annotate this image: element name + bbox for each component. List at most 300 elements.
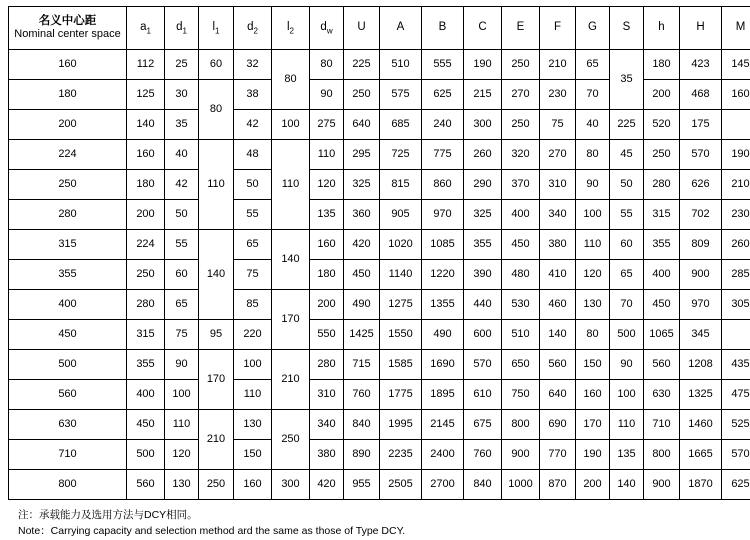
header-nominal-center-space <box>9 7 127 50</box>
cell-h-small: 250 <box>644 140 680 170</box>
dimension-table <box>8 6 750 500</box>
cell-c: 190 <box>464 50 502 80</box>
cell-m: 525 <box>722 410 750 440</box>
header-col-h-big: H <box>680 7 722 50</box>
cell-m: 305 <box>722 290 750 320</box>
cell-c: 490 <box>422 320 464 350</box>
header-col-l2-sub: 2 <box>290 26 294 35</box>
cell-d2: 100 <box>234 350 272 380</box>
cell-h-small: 630 <box>644 380 680 410</box>
cell-a1: 180 <box>127 170 165 200</box>
cell-g: 160 <box>576 380 610 410</box>
cell-u: 295 <box>344 140 380 170</box>
cell-u: 250 <box>344 80 380 110</box>
cell-e: 450 <box>502 230 540 260</box>
cell-m: 570 <box>722 440 750 470</box>
table-row <box>9 440 750 470</box>
cell-center-space: 160 <box>9 50 127 80</box>
cell-l1: 80 <box>199 80 234 140</box>
cell-h-big: 468 <box>680 80 722 110</box>
cell-f: 460 <box>540 290 576 320</box>
cell-d2: 65 <box>234 230 272 260</box>
cell-m: 285 <box>722 260 750 290</box>
header-nominal-center-space-cn: 名义中心距 <box>9 15 126 28</box>
cell-e: 370 <box>502 170 540 200</box>
cell-u: 490 <box>344 290 380 320</box>
cell-c: 215 <box>464 80 502 110</box>
cell-m: 175 <box>680 110 722 140</box>
cell-d1: 42 <box>165 170 199 200</box>
cell-f: 560 <box>540 350 576 380</box>
cell-c: 840 <box>464 470 502 500</box>
table-header-row <box>9 7 750 50</box>
cell-s: 90 <box>610 350 644 380</box>
cell-a1: 280 <box>127 290 165 320</box>
cell-h-big: 570 <box>680 140 722 170</box>
header-col-d1 <box>165 7 199 50</box>
cell-g: 120 <box>576 260 610 290</box>
cell-e: 750 <box>502 380 540 410</box>
cell-a: 725 <box>380 140 422 170</box>
header-col-m: M <box>722 7 750 50</box>
cell-d1: 35 <box>165 110 199 140</box>
cell-l2: 210 <box>272 350 310 410</box>
table-row <box>9 170 750 200</box>
cell-e: 320 <box>502 140 540 170</box>
cell-l1: 60 <box>199 50 234 80</box>
header-col-a1-sub: 1 <box>146 26 150 35</box>
cell-a: 1995 <box>380 410 422 440</box>
cell-s: 55 <box>610 200 644 230</box>
cell-b: 685 <box>380 110 422 140</box>
cell-b: 1085 <box>422 230 464 260</box>
cell-dw: 220 <box>234 320 272 350</box>
cell-s: 135 <box>610 440 644 470</box>
cell-c: 570 <box>464 350 502 380</box>
header-col-h-small: h <box>644 7 680 50</box>
cell-a: 1585 <box>380 350 422 380</box>
cell-a: 1275 <box>380 290 422 320</box>
cell-l2: 170 <box>272 290 310 350</box>
cell-d1: 110 <box>165 410 199 440</box>
header-col-l2 <box>272 7 310 50</box>
cell-g: 170 <box>576 410 610 440</box>
cell-c: 240 <box>422 110 464 140</box>
cell-d2: 150 <box>234 440 272 470</box>
cell-d2: 110 <box>234 380 272 410</box>
cell-h-small: 500 <box>610 320 644 350</box>
cell-g: 80 <box>576 140 610 170</box>
cell-d2: 48 <box>234 140 272 170</box>
header-col-d1-sub: 1 <box>182 26 186 35</box>
cell-b: 2400 <box>422 440 464 470</box>
cell-f: 410 <box>540 260 576 290</box>
header-col-b: B <box>422 7 464 50</box>
cell-a1: 125 <box>127 80 165 110</box>
cell-d2: 85 <box>234 290 272 320</box>
cell-g: 140 <box>540 320 576 350</box>
cell-a1: 315 <box>127 320 165 350</box>
cell-a: 1020 <box>380 230 422 260</box>
cell-m: 230 <box>722 200 750 230</box>
cell-a: 905 <box>380 200 422 230</box>
cell-d1: 75 <box>165 320 199 350</box>
cell-b: 555 <box>422 50 464 80</box>
table-row <box>9 320 750 350</box>
cell-l2: 250 <box>272 410 310 470</box>
cell-a1: 112 <box>127 50 165 80</box>
cell-center-space: 180 <box>9 80 127 110</box>
cell-h-small: 800 <box>644 440 680 470</box>
cell-u: 955 <box>344 470 380 500</box>
cell-center-space: 560 <box>9 380 127 410</box>
cell-center-space: 450 <box>9 320 127 350</box>
cell-u: 420 <box>344 230 380 260</box>
cell-m: 435 <box>722 350 750 380</box>
cell-dw: 120 <box>310 170 344 200</box>
cell-dw: 80 <box>310 50 344 80</box>
cell-f: 230 <box>540 80 576 110</box>
header-col-l2-label: l <box>287 21 290 33</box>
cell-u: 225 <box>344 50 380 80</box>
cell-d2: 75 <box>234 260 272 290</box>
header-col-g: G <box>576 7 610 50</box>
header-col-s: S <box>610 7 644 50</box>
cell-e: 900 <box>502 440 540 470</box>
cell-s: 50 <box>610 170 644 200</box>
table-row <box>9 470 750 500</box>
cell-l1: 140 <box>199 230 234 320</box>
cell-d2: 130 <box>234 410 272 440</box>
cell-a1: 400 <box>127 380 165 410</box>
cell-d2: 50 <box>234 170 272 200</box>
cell-e: 530 <box>502 290 540 320</box>
cell-dw: 310 <box>310 380 344 410</box>
cell-d2: 160 <box>234 470 272 500</box>
cell-dw: 180 <box>310 260 344 290</box>
cell-c: 390 <box>464 260 502 290</box>
cell-a1: 224 <box>127 230 165 260</box>
cell-l1: 110 <box>199 140 234 230</box>
header-nominal-center-space-en: Nominal center space <box>9 28 126 41</box>
cell-dw: 100 <box>272 110 310 140</box>
cell-s: 40 <box>576 110 610 140</box>
header-col-a: A <box>380 7 422 50</box>
cell-dw: 135 <box>310 200 344 230</box>
cell-d1: 100 <box>165 380 199 410</box>
cell-dw: 200 <box>310 290 344 320</box>
cell-e: 800 <box>502 410 540 440</box>
cell-g: 70 <box>576 80 610 110</box>
cell-u: 890 <box>344 440 380 470</box>
cell-s: 65 <box>610 260 644 290</box>
cell-center-space: 800 <box>9 470 127 500</box>
cell-h-small: 710 <box>644 410 680 440</box>
cell-g: 65 <box>576 50 610 80</box>
cell-d1: 65 <box>165 290 199 320</box>
cell-s: 100 <box>610 380 644 410</box>
cell-g: 190 <box>576 440 610 470</box>
cell-dw: 380 <box>310 440 344 470</box>
cell-s: 35 <box>610 50 644 110</box>
cell-d1: 50 <box>165 200 199 230</box>
cell-f: 640 <box>540 380 576 410</box>
cell-e: 250 <box>502 50 540 80</box>
cell-f: 340 <box>540 200 576 230</box>
table-row <box>9 50 750 80</box>
cell-b: 1355 <box>422 290 464 320</box>
cell-dw: 90 <box>310 80 344 110</box>
cell-f: 210 <box>540 50 576 80</box>
cell-b: 2700 <box>422 470 464 500</box>
header-col-d2 <box>234 7 272 50</box>
cell-l1: 170 <box>199 350 234 410</box>
header-col-a1-label: a <box>140 21 146 33</box>
cell-c: 760 <box>464 440 502 470</box>
cell-a1: 355 <box>127 350 165 380</box>
cell-l2: 300 <box>272 470 310 500</box>
cell-d1: 55 <box>165 230 199 260</box>
cell-d1: 90 <box>165 350 199 380</box>
cell-m: 190 <box>722 140 750 170</box>
cell-e: 650 <box>502 350 540 380</box>
cell-g: 90 <box>576 170 610 200</box>
cell-m: 345 <box>680 320 722 350</box>
cell-l1: 250 <box>199 470 234 500</box>
cell-h-big: 520 <box>644 110 680 140</box>
cell-a: 640 <box>344 110 380 140</box>
cell-f: 510 <box>502 320 540 350</box>
header-col-c: C <box>464 7 502 50</box>
cell-h-big: 970 <box>680 290 722 320</box>
cell-h-big: 626 <box>680 170 722 200</box>
cell-center-space: 250 <box>9 170 127 200</box>
cell-h-big: 702 <box>680 200 722 230</box>
cell-u: 760 <box>344 380 380 410</box>
table-row <box>9 200 750 230</box>
cell-u: 550 <box>310 320 344 350</box>
cell-f: 870 <box>540 470 576 500</box>
cell-dw: 420 <box>310 470 344 500</box>
cell-u: 275 <box>310 110 344 140</box>
cell-h-big: 423 <box>680 50 722 80</box>
cell-h-big: 1065 <box>644 320 680 350</box>
cell-h-small: 400 <box>644 260 680 290</box>
table-row <box>9 350 750 380</box>
cell-e: 600 <box>464 320 502 350</box>
cell-center-space: 224 <box>9 140 127 170</box>
cell-a1: 560 <box>127 470 165 500</box>
cell-l2: 110 <box>272 140 310 230</box>
cell-g: 150 <box>576 350 610 380</box>
note-cn: 注：承载能力及选用方法与DCY相同。 <box>18 508 734 524</box>
cell-u: 715 <box>344 350 380 380</box>
cell-b: 1220 <box>422 260 464 290</box>
header-col-l1 <box>199 7 234 50</box>
cell-h-big: 1325 <box>680 380 722 410</box>
cell-center-space: 355 <box>9 260 127 290</box>
cell-d1: 40 <box>165 140 199 170</box>
cell-g: 200 <box>576 470 610 500</box>
table-row <box>9 140 750 170</box>
cell-d2: 38 <box>234 80 272 110</box>
cell-m: 160 <box>722 80 750 110</box>
cell-e: 270 <box>502 80 540 110</box>
cell-a1: 140 <box>127 110 165 140</box>
cell-g: 130 <box>576 290 610 320</box>
cell-d1: 120 <box>165 440 199 470</box>
cell-u: 360 <box>344 200 380 230</box>
cell-center-space: 280 <box>9 200 127 230</box>
table-row <box>9 380 750 410</box>
cell-dw: 280 <box>310 350 344 380</box>
header-col-d2-label: d <box>247 21 253 33</box>
cell-m: 145 <box>722 50 750 80</box>
cell-a1: 500 <box>127 440 165 470</box>
cell-l1: 210 <box>199 410 234 470</box>
cell-h-big: 1665 <box>680 440 722 470</box>
cell-b: 860 <box>422 170 464 200</box>
cell-f: 310 <box>540 170 576 200</box>
cell-h-big: 1460 <box>680 410 722 440</box>
cell-f: 690 <box>540 410 576 440</box>
cell-dw: 340 <box>310 410 344 440</box>
cell-h-small: 355 <box>644 230 680 260</box>
table-row <box>9 230 750 260</box>
cell-h-big: 809 <box>680 230 722 260</box>
cell-c: 675 <box>464 410 502 440</box>
table-row <box>9 410 750 440</box>
cell-s: 45 <box>610 140 644 170</box>
cell-h-big: 900 <box>680 260 722 290</box>
cell-a1: 250 <box>127 260 165 290</box>
cell-f: 770 <box>540 440 576 470</box>
cell-a: 1425 <box>344 320 380 350</box>
cell-c: 260 <box>464 140 502 170</box>
header-col-d1-label: d <box>176 21 182 33</box>
cell-e: 1000 <box>502 470 540 500</box>
cell-a: 1775 <box>380 380 422 410</box>
cell-h-small: 450 <box>644 290 680 320</box>
notes-block <box>18 508 734 540</box>
table-row <box>9 290 750 320</box>
cell-e: 400 <box>502 200 540 230</box>
cell-dw: 110 <box>310 140 344 170</box>
cell-h-small: 560 <box>644 350 680 380</box>
cell-f: 380 <box>540 230 576 260</box>
cell-u: 840 <box>344 410 380 440</box>
cell-u: 450 <box>344 260 380 290</box>
cell-s: 110 <box>610 410 644 440</box>
cell-center-space: 500 <box>9 350 127 380</box>
cell-u: 325 <box>344 170 380 200</box>
cell-d2: 32 <box>234 50 272 80</box>
cell-b: 1550 <box>380 320 422 350</box>
cell-f: 270 <box>540 140 576 170</box>
header-col-e: E <box>502 7 540 50</box>
cell-c: 355 <box>464 230 502 260</box>
cell-l2: 80 <box>272 50 310 110</box>
cell-m: 475 <box>722 380 750 410</box>
cell-a1: 160 <box>127 140 165 170</box>
cell-d1: 130 <box>165 470 199 500</box>
note-en: Note：Carrying capacity and selection method ard the same as those of Type DCY. <box>18 524 734 540</box>
cell-a1: 200 <box>127 200 165 230</box>
cell-h-small: 315 <box>644 200 680 230</box>
cell-center-space: 710 <box>9 440 127 470</box>
cell-b: 970 <box>422 200 464 230</box>
header-col-dw-label: d <box>320 21 326 33</box>
header-col-dw-sub: w <box>327 26 333 35</box>
cell-c: 290 <box>464 170 502 200</box>
cell-a: 2505 <box>380 470 422 500</box>
cell-s: 80 <box>576 320 610 350</box>
cell-e: 300 <box>464 110 502 140</box>
cell-d2: 42 <box>234 110 272 140</box>
cell-center-space: 315 <box>9 230 127 260</box>
cell-b: 1895 <box>422 380 464 410</box>
header-col-dw <box>310 7 344 50</box>
header-col-d2-sub: 2 <box>253 26 257 35</box>
header-col-f: F <box>540 7 576 50</box>
header-col-u: U <box>344 7 380 50</box>
cell-s: 60 <box>610 230 644 260</box>
cell-d1: 60 <box>165 260 199 290</box>
header-col-l1-sub: 1 <box>215 26 219 35</box>
cell-d1: 30 <box>165 80 199 110</box>
cell-g: 100 <box>576 200 610 230</box>
cell-a: 575 <box>380 80 422 110</box>
cell-g: 75 <box>540 110 576 140</box>
cell-h-big: 1208 <box>680 350 722 380</box>
cell-c: 610 <box>464 380 502 410</box>
cell-dw: 160 <box>310 230 344 260</box>
cell-a1: 450 <box>127 410 165 440</box>
cell-b: 1690 <box>422 350 464 380</box>
table-row <box>9 260 750 290</box>
cell-b: 775 <box>422 140 464 170</box>
cell-m: 210 <box>722 170 750 200</box>
cell-e: 480 <box>502 260 540 290</box>
cell-f: 250 <box>502 110 540 140</box>
cell-c: 440 <box>464 290 502 320</box>
cell-h-small: 225 <box>610 110 644 140</box>
cell-s: 140 <box>610 470 644 500</box>
cell-b: 625 <box>422 80 464 110</box>
table-row <box>9 110 750 140</box>
cell-c: 325 <box>464 200 502 230</box>
cell-a: 510 <box>380 50 422 80</box>
cell-center-space: 630 <box>9 410 127 440</box>
cell-h-small: 900 <box>644 470 680 500</box>
header-col-a1 <box>127 7 165 50</box>
cell-h-big: 1870 <box>680 470 722 500</box>
cell-b: 2145 <box>422 410 464 440</box>
cell-s: 70 <box>610 290 644 320</box>
cell-d2: 95 <box>199 320 234 350</box>
cell-h-small: 200 <box>644 80 680 110</box>
cell-a: 815 <box>380 170 422 200</box>
cell-a: 1140 <box>380 260 422 290</box>
cell-m: 625 <box>722 470 750 500</box>
cell-h-small: 180 <box>644 50 680 80</box>
cell-a: 2235 <box>380 440 422 470</box>
cell-d1: 25 <box>165 50 199 80</box>
cell-l2: 140 <box>272 230 310 290</box>
header-col-l1-label: l <box>212 21 215 33</box>
cell-d2: 55 <box>234 200 272 230</box>
cell-center-space: 400 <box>9 290 127 320</box>
